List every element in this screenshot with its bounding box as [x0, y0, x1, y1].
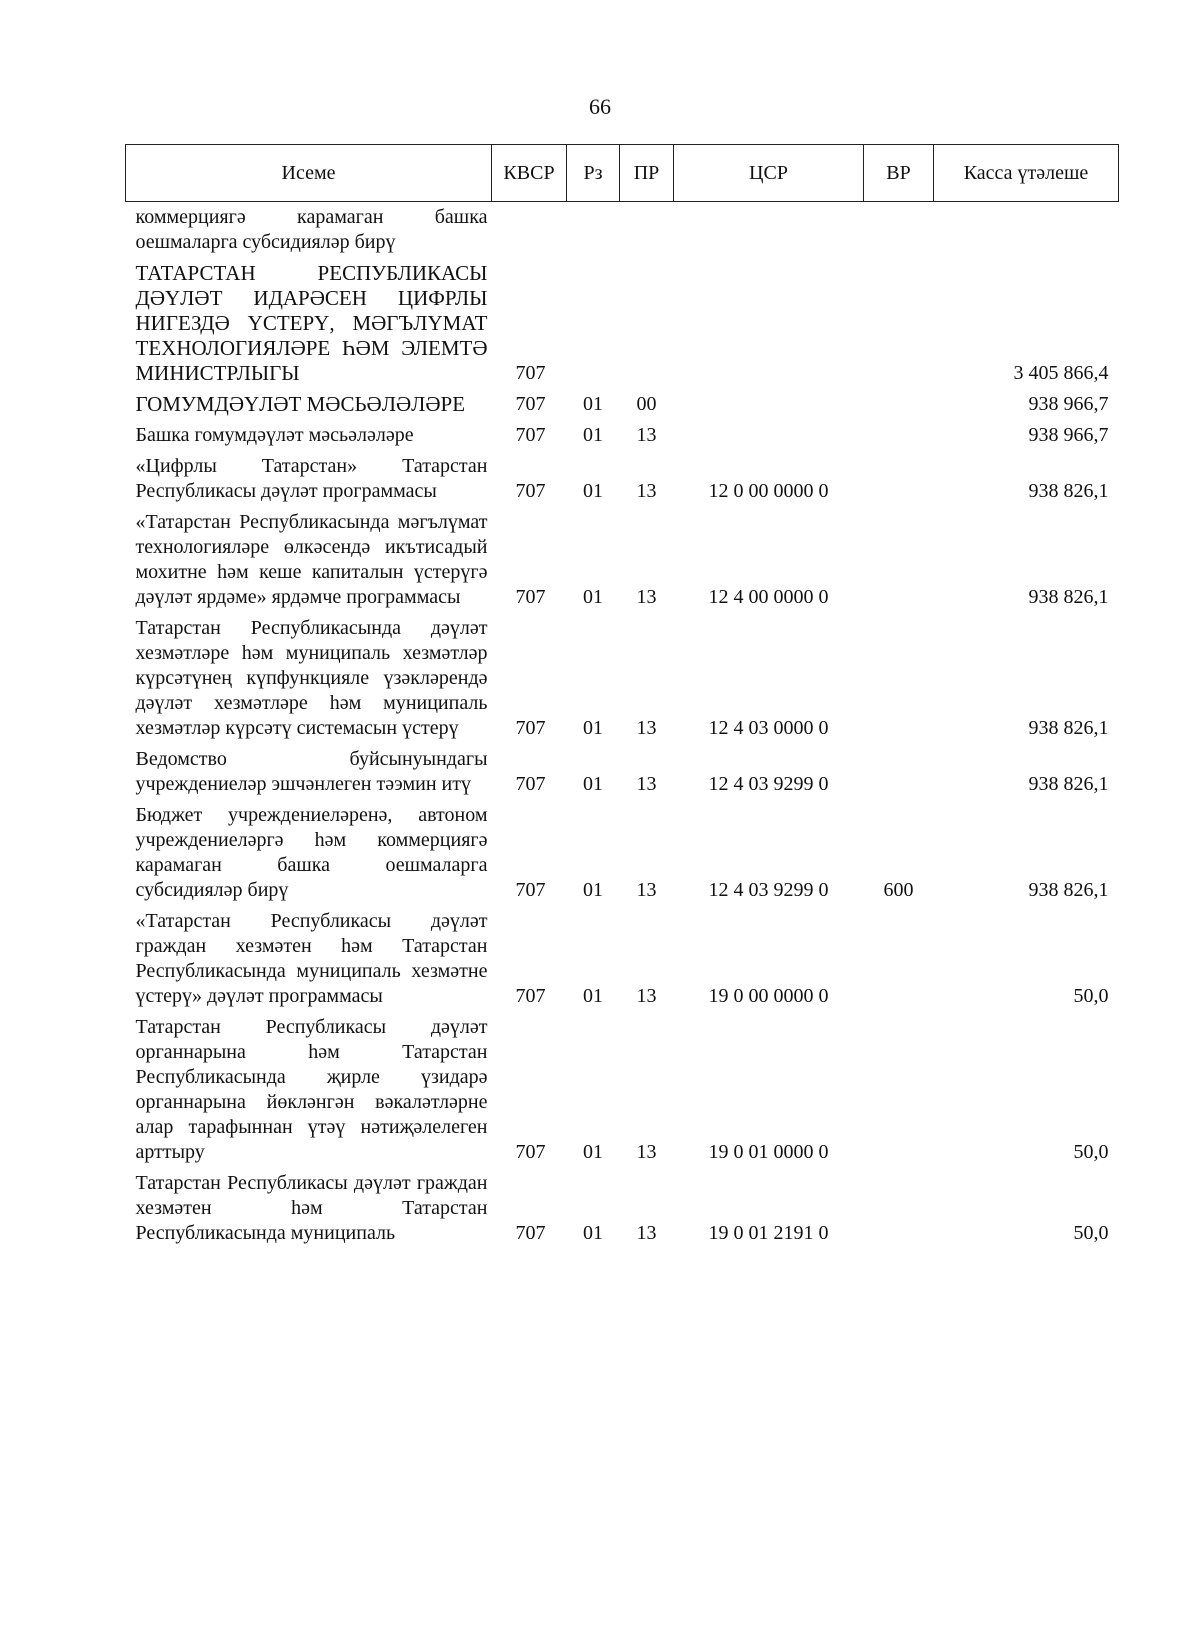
cell-pr: 13 [636, 1141, 657, 1163]
cell-vr [864, 613, 934, 744]
table-row [126, 389, 1119, 420]
cell-csr [674, 258, 864, 389]
cell-sum: 3 405 866,4 [1013, 362, 1109, 384]
table-row [126, 507, 1119, 613]
table-row [126, 420, 1119, 451]
cell-name: Башка гомумдәүләт мәсьәләләре [135, 424, 414, 446]
cell-name: «Цифрлы Татарстан» Татарстан Республикасы дәүләт программасы [135, 455, 488, 502]
cell-pr: 00 [636, 393, 657, 415]
cell-rz: 01 [583, 773, 603, 795]
cell-kvsr [492, 202, 567, 259]
cell-pr: 13 [636, 1222, 657, 1244]
header-rz: Рз [567, 145, 620, 202]
cell-name: коммерциягә карамаган башка оешмаларга субсидияләр бирү [135, 206, 488, 253]
cell-kvsr: 707 [515, 1222, 546, 1244]
table-row [126, 744, 1119, 800]
cell-pr: 13 [636, 985, 657, 1007]
cell-rz: 01 [583, 586, 603, 608]
cell-kvsr: 707 [515, 424, 546, 446]
cell-sum: 938 966,7 [1028, 424, 1109, 446]
table-row [126, 613, 1119, 744]
table-header [126, 145, 1119, 202]
cell-kvsr: 707 [515, 1141, 546, 1163]
cell-vr [864, 420, 934, 451]
cell-name: «Татарстан Республикасында мәгълүмат технологияләре өлкәсендә икътисадый мохитне һәм кеше капиталын үстерүгә дәүләт ярдәме» ярдәмче программасы [135, 511, 488, 608]
cell-rz: 01 [583, 1141, 603, 1163]
cell-sum: 938 826,1 [1028, 586, 1109, 608]
cell-pr [620, 258, 674, 389]
header-csr: ЦСР [674, 145, 864, 202]
cell-vr [864, 1168, 934, 1249]
cell-kvsr: 707 [515, 362, 546, 384]
cell-vr [864, 906, 934, 1012]
cell-pr: 13 [636, 879, 657, 901]
cell-csr [674, 202, 864, 259]
table-row [126, 258, 1119, 389]
cell-kvsr: 707 [515, 985, 546, 1007]
cell-csr: 19 0 00 0000 0 [708, 985, 829, 1007]
cell-sum: 938 826,1 [1028, 717, 1109, 739]
cell-vr [864, 451, 934, 507]
cell-name: Татарстан Республикасы дәүләт органнарына һәм Татарстан Республикасында җирле үзидарә органнарына йөкләнгән вәкаләтләрне алар тарафыннан үтәү нәтиҗәлелеген арттыру [135, 1016, 488, 1163]
header-kvsr: КВСР [492, 145, 567, 202]
cell-pr [620, 202, 674, 259]
cell-pr: 13 [636, 480, 657, 502]
cell-name: Ведомство буйсынуындагы учреждениеләр эшчәнлеген тәэмин итү [135, 748, 488, 795]
table-row [126, 1012, 1119, 1168]
cell-name: ТАТАРСТАН РЕСПУБЛИКАСЫ ДӘҮЛӘТ ИДАРӘСЕН ЦИФРЛЫ НИГЕЗДӘ ҮСТЕРҮ, МӘГЪЛҮМАТ ТЕХНОЛОГИЯЛӘРЕ ҺӘМ ЭЛЕМТӘ МИНИСТРЛЫГЫ [135, 261, 488, 385]
cell-vr [864, 258, 934, 389]
cell-kvsr: 707 [515, 393, 546, 415]
cell-csr [674, 420, 864, 451]
cell-csr: 12 4 03 9299 0 [708, 879, 829, 901]
page-number: 66 [589, 94, 611, 119]
cell-rz: 01 [583, 1222, 603, 1244]
table-row [126, 451, 1119, 507]
cell-sum: 938 826,1 [1028, 773, 1109, 795]
cell-sum: 50,0 [1073, 1222, 1109, 1244]
table-row [126, 906, 1119, 1012]
header-pr: ПР [620, 145, 674, 202]
cell-vr [864, 389, 934, 420]
cell-csr: 12 4 03 0000 0 [708, 717, 829, 739]
cell-pr: 13 [636, 424, 657, 446]
table-row [126, 1168, 1119, 1249]
header-name: Исеме [126, 145, 492, 202]
cell-pr: 13 [636, 773, 657, 795]
header-vr: ВР [864, 145, 934, 202]
cell-csr: 12 4 03 9299 0 [708, 773, 829, 795]
cell-vr [864, 744, 934, 800]
cell-rz: 01 [583, 879, 603, 901]
cell-kvsr: 707 [515, 879, 546, 901]
cell-rz: 01 [583, 424, 603, 446]
cell-rz: 01 [583, 985, 603, 1007]
cell-kvsr: 707 [515, 717, 546, 739]
cell-kvsr: 707 [515, 773, 546, 795]
cell-name: ГОМУМДӘҮЛӘТ МӘСЬӘЛӘЛӘРЕ [135, 392, 466, 416]
cell-csr: 19 0 01 2191 0 [708, 1222, 829, 1244]
cell-name: Бюджет учреждениеләренә, автоном учреждениеләргә һәм коммерциягә карамаган башка оешмаларга субсидияләр бирү [135, 804, 488, 901]
header-sum: Касса үтәлеше [934, 145, 1119, 202]
cell-name: Татарстан Республикасы дәүләт граждан хезмәтен һәм Татарстан Республикасында муниципаль [135, 1172, 488, 1244]
cell-sum: 938 826,1 [1028, 480, 1109, 502]
budget-table [125, 144, 1119, 1249]
cell-csr [674, 389, 864, 420]
cell-pr: 13 [636, 717, 657, 739]
cell-rz: 01 [583, 480, 603, 502]
cell-sum: 938 826,1 [1028, 879, 1109, 901]
cell-rz: 01 [583, 393, 603, 415]
cell-vr: 600 [883, 879, 914, 901]
cell-vr [864, 1012, 934, 1168]
cell-sum: 50,0 [1073, 1141, 1109, 1163]
table-row [126, 800, 1119, 906]
cell-pr: 13 [636, 586, 657, 608]
cell-vr [864, 202, 934, 259]
cell-kvsr: 707 [515, 586, 546, 608]
cell-name: Татарстан Республикасында дәүләт хезмәтләре һәм муниципаль хезмәтләр күрсәтүнең күпфункцияле үзәкләрендә дәүләт хезмәтләре һәм муниципаль хезмәтләр күрсәтү системасын үстерү [135, 617, 488, 739]
table-row [126, 202, 1119, 259]
cell-sum: 50,0 [1073, 985, 1109, 1007]
cell-csr: 12 0 00 0000 0 [708, 480, 829, 502]
cell-sum [934, 202, 1119, 259]
cell-kvsr: 707 [515, 480, 546, 502]
cell-rz [567, 258, 620, 389]
cell-name: «Татарстан Республикасы дәүләт граждан хезмәтен һәм Татарстан Республикасында муниципаль хезмәтне үстерү» дәүләт программасы [135, 910, 488, 1007]
cell-csr: 12 4 00 0000 0 [708, 586, 829, 608]
cell-vr [864, 507, 934, 613]
cell-sum: 938 966,7 [1028, 393, 1109, 415]
cell-rz: 01 [583, 717, 603, 739]
cell-csr: 19 0 01 0000 0 [708, 1141, 829, 1163]
cell-rz [567, 202, 620, 259]
